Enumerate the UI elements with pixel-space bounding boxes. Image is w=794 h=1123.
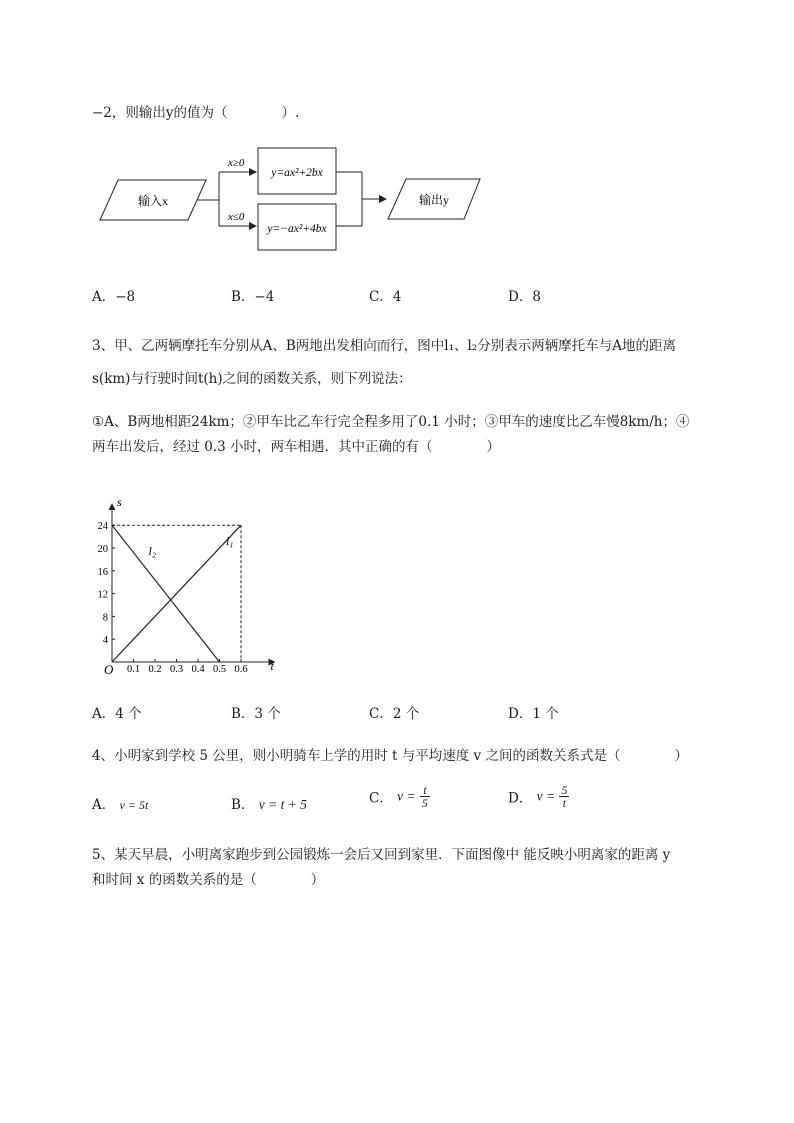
q4-option-c [369, 784, 430, 809]
q4-option-b-expr: v = t + 5 [258, 797, 307, 812]
q3-line-3: ①A、B两地相距24km；②甲车比乙车行完全程多用了0.1 小时；③甲车的速度比乙车慢8km/h；④ [92, 414, 690, 430]
q4-option-a [92, 793, 148, 813]
x-axis-label: t [270, 659, 274, 673]
flowchart-cond-top: x≥0 [228, 157, 245, 169]
q2-option-a: A．−8 [92, 289, 136, 305]
y-tick-label: 16 [97, 566, 108, 578]
x-tick-label: 0.2 [148, 664, 162, 675]
origin-label: O [104, 662, 114, 677]
q2-option-b: B．−4 [231, 289, 275, 305]
y-tick-label: 20 [97, 544, 108, 555]
q2-option-d: D．8 [508, 289, 541, 305]
flowchart-cond-bottom: x≤0 [228, 211, 245, 223]
y-axis-label: s [117, 495, 122, 510]
q4-option-c-numerator: t [420, 784, 430, 797]
x-tick-label: 0.4 [191, 664, 205, 675]
q4-option-c-denominator: 5 [421, 796, 428, 810]
q2-option-c: C．4 [369, 289, 402, 305]
q2-stem: −2，则输出y的值为（ ）. [92, 105, 300, 121]
x-tick-label: 0.3 [169, 664, 184, 675]
q3-option-a: A．4 个 [92, 706, 142, 722]
x-tick-label: 0.1 [126, 664, 141, 675]
q4-option-d-label: D． [508, 790, 533, 807]
q5-line-1: 5、某天早晨，小明离家跑步到公园锻炼一会后又回到家里．下面图像中 能反映小明离家的距离 y [92, 847, 671, 863]
x-tick-label: 0.5 [212, 664, 227, 675]
x-tick-label: 0.6 [234, 664, 248, 675]
q5-line-2: 和时间 x 的函数关系的是（ ） [92, 872, 325, 888]
q3-line-4: 两车出发后，经过 0.3 小时，两车相遇．其中正确的有（ ） [92, 439, 501, 455]
q3-line-2: s(km)与行驶时间t(h)之间的函数关系，则下列说法： [92, 371, 412, 387]
q4-option-a-expr: v = 5t [119, 798, 149, 812]
q3-line-1: 3、甲、乙两辆摩托车分别从A、B两地出发相向而行，图中l₁、l₂分别表示两辆摩托车与A地的距离 [92, 338, 676, 354]
q4-option-b-label: B． [231, 797, 255, 813]
flowchart [96, 142, 486, 254]
q3-option-c: C．2 个 [369, 706, 420, 722]
flowchart-input-label: 输入x [137, 194, 169, 208]
q4-option-d-fraction [559, 784, 569, 809]
series-line-1 [112, 525, 241, 662]
q4-option-b [231, 793, 307, 813]
flowchart-output-label: 输出y [418, 193, 450, 207]
q4-option-d-lhs: v = [536, 788, 556, 804]
y-tick-label: 8 [102, 612, 108, 624]
y-tick-label: 24 [97, 521, 108, 533]
series-label-l1: l₁ [225, 534, 234, 549]
flowchart-box-top-label: y=ax²+2bx [271, 167, 323, 179]
distance-time-chart [92, 476, 302, 678]
q3-option-d: D．1 个 [508, 706, 559, 722]
flowchart-box-bottom-label: y=−ax²+4bx [267, 223, 327, 235]
series-line-2 [112, 525, 220, 662]
q3-option-b: B．3 个 [231, 706, 281, 722]
q4-option-a-label: A． [92, 797, 116, 813]
q4-option-d-numerator: 5 [561, 783, 568, 797]
y-tick-label: 4 [102, 635, 108, 647]
q4-option-c-fraction [420, 784, 430, 809]
q4-option-d [508, 784, 569, 809]
q4-option-c-lhs: v = [397, 788, 416, 804]
q4-stem: 4、小明家到学校 5 公里，则小明骑车上学的用时 t 与平均速度 v 之间的函数关系式是（ ） [92, 748, 688, 764]
q4-option-c-label: C． [369, 790, 393, 807]
y-tick-label: 12 [97, 589, 108, 601]
series-label-l2: l₂ [148, 543, 157, 558]
q4-option-d-denominator: t [562, 796, 567, 810]
